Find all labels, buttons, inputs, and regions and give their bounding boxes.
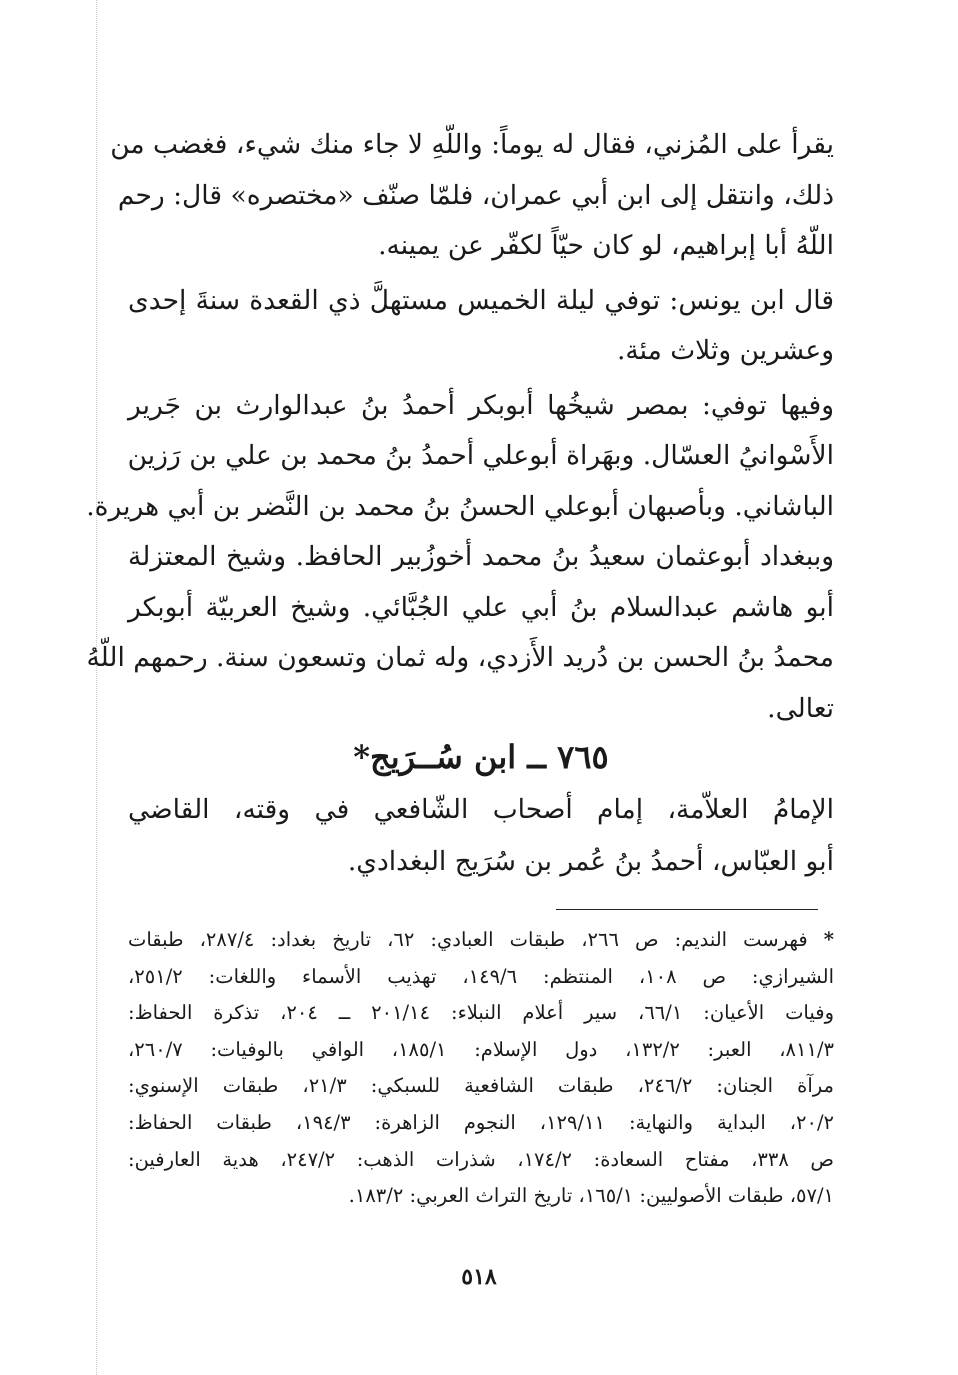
text-line: ذلك، وانتقل إلى ابن أبي عمران، فلمّا صنّف «مختصره» قال: رحم (117, 179, 834, 211)
footnote-line: ٢٠/٢، البداية والنهاية: ١٢٩/١١، النجوم الزاهرة: ١٩٤/٣، طبقات الحفاظ: (128, 1110, 834, 1134)
footnote-separator (556, 909, 818, 910)
footnote-line: ص ٣٣٨، مفتاح السعادة: ١٧٤/٢، شذرات الذهب: ٢٤٧/٢، هدية العارفين: (128, 1147, 834, 1171)
footnote-line: ٨١١/٣، العبر: ١٣٢/٢، دول الإسلام: ١٨٥/١، الوافي بالوفيات: ٢٦٠/٧، (128, 1037, 834, 1061)
text-line: وببغداد أبوعثمان سعيدُ بنُ محمد أخوزُبير الحافظ. وشيخ المعتزلة (128, 541, 834, 572)
footnote-line: مرآة الجنان: ٢٤٦/٢، طبقات الشافعية للسبكي: ٢١/٣، طبقات الإسنوي: (128, 1074, 834, 1098)
paragraph-2 (128, 276, 834, 377)
main-text (86, 120, 834, 738)
text-line: يقرأ على المُزني، فقال له يوماً: واللّهِ لا جاء منك شيء، فغضب من (110, 129, 834, 160)
footnote-line: الشيرازي: ص ١٠٨، المنتظم: ١٤٩/٦، تهذيب الأسماء واللغات: ٢٥١/٢، (128, 964, 834, 988)
text-line: قال ابن يونس: توفي ليلة الخميس مستهلَّ ذي القعدة سنةَ إحدى (128, 284, 834, 316)
text-line: أبو هاشم عبدالسلام بنُ أبي علي الجُبَّائي. وشيخ العربيّة أبوبكر (128, 591, 834, 623)
text-line: الباشاني. وبأصبهان أبوعلي الحسنُ بنُ محمد بن النَّضر بن أبي هريرة. (86, 490, 834, 522)
paragraph-1 (110, 120, 834, 272)
footnote-block (128, 922, 834, 1215)
scan-gutter-line (96, 0, 98, 1375)
text-line: أبو العبّاس، أحمدُ بنُ عُمر بن سُرَيج البغدادي. (347, 846, 834, 877)
text-line: وعشرين وثلاث مئة. (616, 335, 834, 366)
page-number: ٥١٨ (461, 1264, 497, 1290)
text-line: اللّهُ أبا إبراهيم، لو كان حيّاً لكفّر عن يمينه. (378, 230, 834, 261)
text-line: محمدُ بنُ الحسن بن دُريد الأَزدي، وله ثمان وتسعون سنة. رحمهم اللّهُ (86, 642, 834, 673)
text-line: الأَسْوانيُ العسّال. وبهَراة أبوعلي أحمدُ بنُ محمد بن علي بن رَزين (127, 440, 834, 471)
paragraph-3 (86, 381, 834, 735)
footnote-line (128, 922, 834, 959)
footnote-line-text: فهرست النديم: ص ٢٦٦، طبقات العبادي: ٦٢، تاريخ بغداد: ٢٨٧/٤، طبقات (128, 928, 808, 951)
text-line: تعالى. (767, 692, 834, 724)
footnote-line: ٥٧/١، طبقات الأصوليين: ١٦٥/١، تاريخ التراث العربي: ١٨٣/٢. (348, 1184, 834, 1208)
footnote-marker: * (823, 928, 834, 951)
footnote-line: وفيات الأعيان: ٦٦/١، سير أعلام النبلاء: ٢٠١/١٤ ــ ٢٠٤، تذكرة الحفاظ: (128, 1001, 834, 1025)
text-line: وفيها توفي: بمصر شيخُها أبوبكر أحمدُ بنُ عبدالوارث بن جَرير (128, 389, 834, 421)
entry-heading: ٧٦٥ ــ ابن سُــرَيج* (353, 738, 609, 776)
text-line: الإمامُ العلاّمة، إمام أصحاب الشّافعي في وقته، القاضي (128, 794, 834, 825)
entry-intro (128, 784, 834, 888)
